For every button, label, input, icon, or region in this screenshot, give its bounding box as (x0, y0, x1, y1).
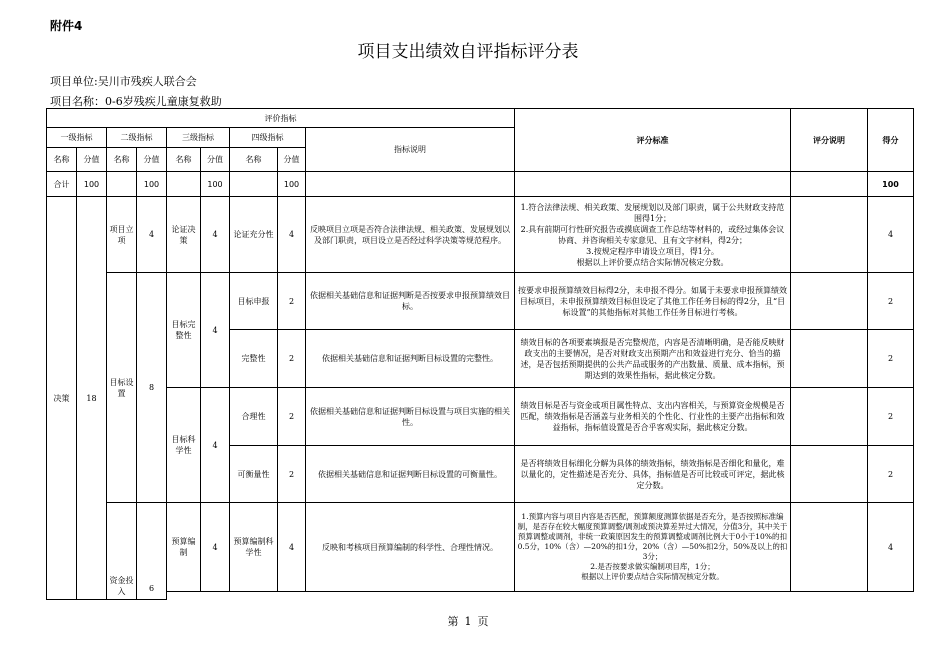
project-name: 项目名称：0-6岁残疾儿童康复救助 (50, 95, 222, 108)
table-row (47, 503, 914, 592)
l4-value: 2 (278, 388, 306, 446)
l2-name-header: 名称 (107, 148, 137, 172)
score-value: 2 (868, 446, 914, 503)
scoring-note (791, 330, 868, 388)
evaluation-table (46, 108, 914, 600)
total-l3-name (167, 172, 201, 197)
page-label-post: 页 (477, 615, 489, 628)
l3-name: 预算编制 (167, 503, 201, 592)
l4-name: 预算编制科学性 (230, 503, 278, 592)
l4-value: 4 (278, 503, 306, 592)
level4-header: 四级指标 (230, 128, 306, 148)
scoring-note-header: 评分说明 (791, 109, 868, 172)
table-row (47, 273, 914, 330)
scoring-note (791, 388, 868, 446)
scoring-note (791, 197, 868, 273)
scoring-note (791, 503, 868, 592)
total-standard (515, 172, 791, 197)
l2-value-header: 分值 (137, 148, 167, 172)
total-note (791, 172, 868, 197)
scoring-standard: 是否将绩效目标细化分解为具体的绩效指标，绩效指标是否细化和量化，难以量化的，定性描述是否充分、具体，指标值是否可比较或可评定，据此核定分数。 (515, 446, 791, 503)
project-unit: 项目单位:吴川市残疾人联合会 (50, 75, 197, 88)
score-value: 2 (868, 330, 914, 388)
l4-name: 论证充分性 (230, 197, 278, 273)
total-l2-name (107, 172, 137, 197)
total-l1-value: 100 (77, 172, 107, 197)
page-footer (0, 613, 936, 629)
indicator-desc: 依据相关基础信息和证据判断目标设置的可衡量性。 (306, 446, 515, 503)
l3-name: 目标科学性 (167, 388, 201, 503)
l2-value: 6 (137, 503, 167, 600)
page-title: 项目支出绩效自评指标评分表 (357, 42, 579, 62)
level1-header: 一级指标 (47, 128, 107, 148)
page-label-pre: 第 (447, 615, 459, 628)
l4-value: 2 (278, 446, 306, 503)
level2-header: 二级指标 (107, 128, 167, 148)
l4-value: 2 (278, 330, 306, 388)
indicator-desc-header: 指标说明 (306, 128, 515, 172)
l3-name: 目标完整性 (167, 273, 201, 388)
indicator-desc: 依据相关基础信息和证据判断是否按要求申报预算绩效目标。 (306, 273, 515, 330)
eval-indicators-header: 评价指标 (47, 109, 515, 128)
l3-value: 4 (201, 503, 230, 592)
l4-name: 可衡量性 (230, 446, 278, 503)
l1-name: 决策 (47, 197, 77, 600)
scoring-standard: 按要求申报预算绩效目标得2分，未申报不得分。如属于未要求申报预算绩效目标项目，未申报预算绩效目标但设定了其他工作任务目标的得2分，且“目标设置”的其他指标对其他工作任务目标进行考核。 (515, 273, 791, 330)
indicator-desc: 依据相关基础信息和证据判断目标设置的完整性。 (306, 330, 515, 388)
table-row-continuation (47, 592, 914, 600)
total-l2-value: 100 (137, 172, 167, 197)
total-label: 合计 (47, 172, 77, 197)
total-l4-name (230, 172, 278, 197)
score-value: 4 (868, 197, 914, 273)
l3-name-header: 名称 (167, 148, 201, 172)
scoring-standard: 绩效目标的各项要素填报是否完整规范，内容是否清晰明确，是否能反映财政支出的主要情况，是否对财政支出预期产出和效益进行充分、恰当的描述，是否包括预期提供的公共产品或服务的产出数量、质量、成本指标，预期达到的效果性指标，据此核定分数。 (515, 330, 791, 388)
l3-value: 4 (201, 388, 230, 503)
attachment-label: 附件4 (50, 19, 83, 33)
table-row (47, 388, 914, 446)
l4-name: 合理性 (230, 388, 278, 446)
total-row (47, 172, 914, 197)
indicator-desc: 反映项目立项是否符合法律法规、相关政策、发展规划以及部门职责，项目设立是否经过科学决策等规范程序。 (306, 197, 515, 273)
indicator-desc: 依据相关基础信息和证据判断目标设置与项目实施的相关性。 (306, 388, 515, 446)
l1-value: 18 (77, 197, 107, 600)
l1-name-header: 名称 (47, 148, 77, 172)
continuation-blank (167, 592, 914, 600)
l2-value: 8 (137, 273, 167, 503)
l4-name: 完整性 (230, 330, 278, 388)
total-l4-value: 100 (278, 172, 306, 197)
score-value: 2 (868, 388, 914, 446)
indicator-desc: 反映和考核项目预算编制的科学性、合理性情况。 (306, 503, 515, 592)
total-score: 100 (868, 172, 914, 197)
l1-value-header: 分值 (77, 148, 107, 172)
l2-name: 资金投入 (107, 503, 137, 600)
l4-value-header: 分值 (278, 148, 306, 172)
score-value: 2 (868, 273, 914, 330)
l4-name-header: 名称 (230, 148, 278, 172)
score-header: 得分 (868, 109, 914, 172)
l4-value: 4 (278, 197, 306, 273)
scoring-note (791, 446, 868, 503)
l2-name: 项目立项 (107, 197, 137, 273)
score-value: 4 (868, 503, 914, 592)
l3-value: 4 (201, 197, 230, 273)
level3-header: 三级指标 (167, 128, 230, 148)
scoring-standard: 1.预算内容与项目内容是否匹配，预算额度测算依据是否充分，是否按照标准编制，是否存在较大幅度预算调整/调剂或预决算差异过大情况，分值3分，其中关于预算调整或调剂，非统一政策原因发生的预算调整或调剂比例大于0小于10%的扣0.5分，10%（含）—20%的扣1分，20%（含）—50%扣2分，50%及以上的扣3分； 2.是否按要求做实编制项目库，1分； 根据以上评价要点结合实际情况核定分数。 (515, 503, 791, 592)
l2-name: 目标设置 (107, 273, 137, 503)
total-desc (306, 172, 515, 197)
l3-value: 4 (201, 273, 230, 388)
page-number: 1 (464, 615, 472, 628)
table-row (47, 197, 914, 273)
scoring-standard: 1.符合法律法规、相关政策、发展规划以及部门职责，属于公共财政支持范围得1分； 2.具有前期可行性研究报告或摸底调查工作总结等材料的，或经过集体会议协商、并咨询相关专家意见、且有文字材料，得2分； 3.按规定程序申请设立项目，得1分。 根据以上评价要点结合实际情况核定分数。 (515, 197, 791, 273)
scoring-standard-header: 评分标准 (515, 109, 791, 172)
l3-value-header: 分值 (201, 148, 230, 172)
l3-name: 论证决策 (167, 197, 201, 273)
l4-value: 2 (278, 273, 306, 330)
l4-name: 目标申报 (230, 273, 278, 330)
scoring-note (791, 273, 868, 330)
l2-value: 4 (137, 197, 167, 273)
scoring-standard: 绩效目标是否与资金或项目属性特点、支出内容相关，与预算资金规模是否匹配，绩效指标是否涵盖与业务相关的个性化、行业性的主要产出指标和效益指标，指标值设置是否合乎客观实际，据此核定分数。 (515, 388, 791, 446)
total-l3-value: 100 (201, 172, 230, 197)
